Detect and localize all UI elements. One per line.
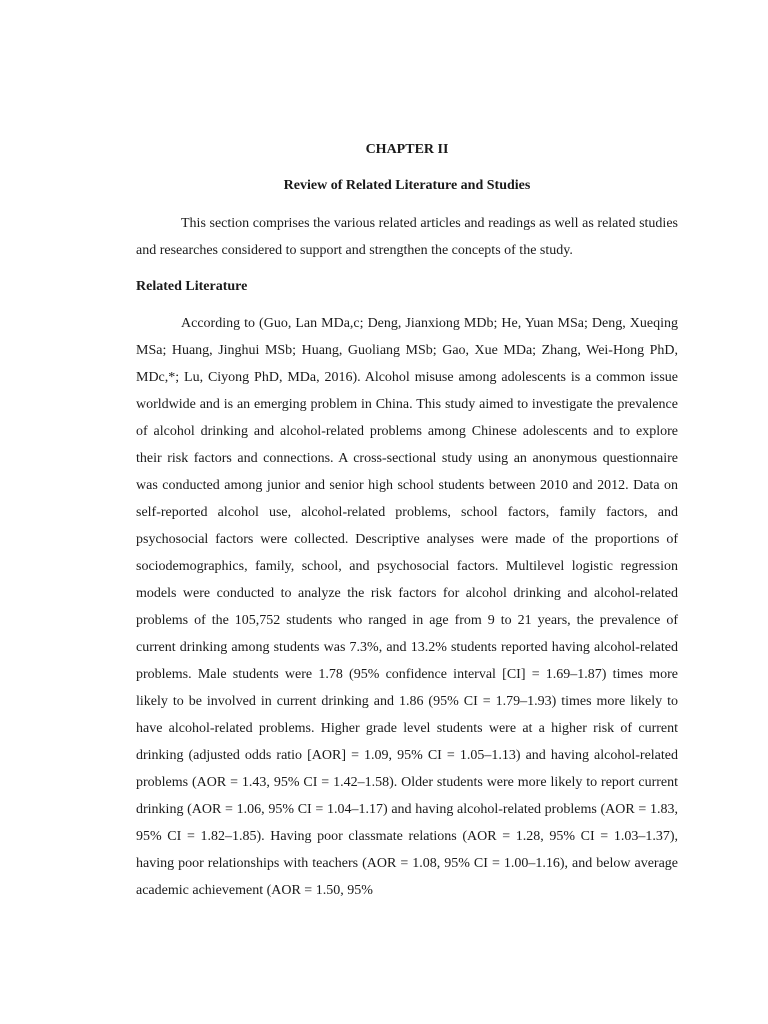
literature-paragraph: According to (Guo, Lan MDa,c; Deng, Jianxiong MDb; He, Yuan MSa; Deng, Xueqing MSa; Huang, Jinghui MSb; Huang, Guoliang MSb; Gao, Xue MDa; Zhang, Wei-Hong PhD, MDc,*; Lu, Ciyong PhD, MDa, 2016). Alcohol misuse among adolescents is a common issue worldwide and is an emerging problem in China. This study aimed to investigate the prevalence of alcohol drinking and alcohol-related problems among Chinese adolescents and to explore their risk factors and connections. A cross-sectional study using an anonymous questionnaire was conducted among junior and senior high school students between 2010 and 2012. Data on self-reported alcohol use, alcohol-related problems, school factors, family factors, and psychosocial factors were collected. Descriptive analyses were made of the proportions of sociodemographics, family, school, and psychosocial factors. Multilevel logistic regression models were conducted to analyze the risk factors for alcohol drinking and alcohol-related problems of the 105,752 students who ranged in age from 9 to 21 years, the prevalence of current drinking among students was 7.3%, and 13.2% students reported having alcohol-related problems. Male students were 1.78 (95% confidence interval [CI] = 1.69–1.87) times more likely to be involved in current drinking and 1.86 (95% CI = 1.79–1.93) times more likely to have alcohol-related problems. Higher grade level students were at a higher risk of current drinking (adjusted odds ratio [AOR] = 1.09, 95% CI = 1.05–1.13) and having alcohol-related problems (AOR = 1.43, 95% CI = 1.42–1.58). Older students were more likely to report current drinking (AOR = 1.06, 95% CI = 1.04–1.17) and having alcohol-related problems (AOR = 1.83, 95% CI = 1.82–1.85). Having poor classmate relations (AOR = 1.28, 95% CI = 1.03–1.37), having poor relationships with teachers (AOR = 1.08, 95% CI = 1.00–1.16), and below average academic achievement (AOR = 1.50, 95% (136, 316, 678, 898)
chapter-subtitle: Review of Related Literature and Studies (283, 178, 531, 193)
document-page (136, 136, 678, 904)
section-heading-related-literature: Related Literature (136, 279, 248, 294)
intro-paragraph: This section comprises the various related articles and readings as well as related studies and researches considered to support and strengthen the concepts of the study. (136, 216, 678, 258)
chapter-title: CHAPTER II (365, 142, 449, 157)
